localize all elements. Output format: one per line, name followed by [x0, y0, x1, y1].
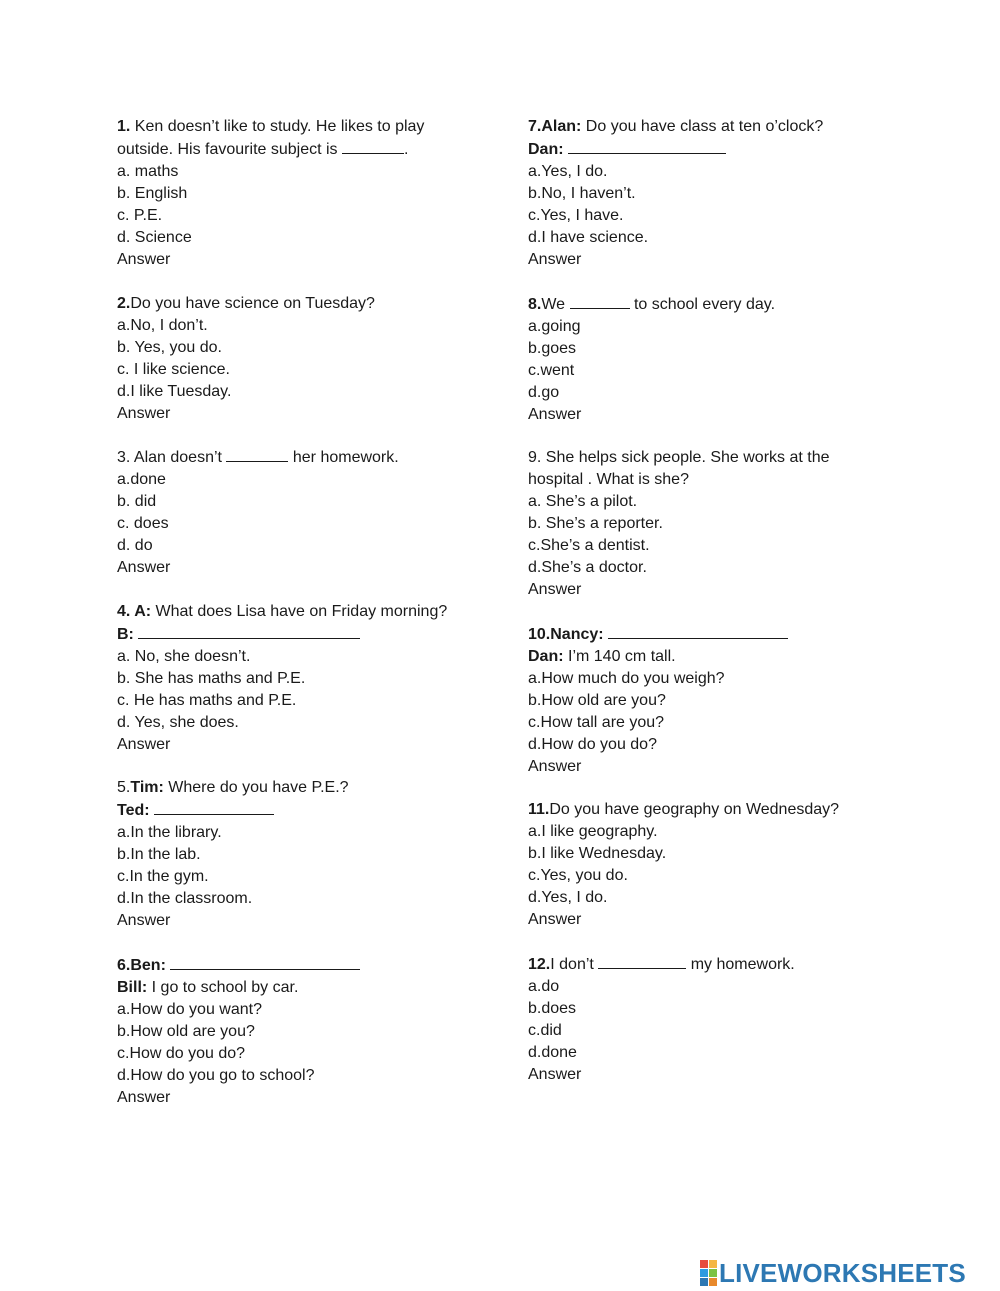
question-stem-line [117, 623, 487, 646]
answer-option[interactable]: a.I like geography. [528, 823, 658, 840]
answer-option[interactable]: c.In the gym. [117, 868, 209, 885]
answer-option[interactable]: a. maths [117, 163, 179, 180]
question-label: 11. [528, 801, 550, 818]
logo-square [700, 1278, 708, 1286]
answer-option[interactable]: d.How do you go to school? [117, 1066, 315, 1084]
answer-option[interactable]: c.How do you do? [117, 1044, 246, 1062]
answer-option[interactable]: c. I like science. [117, 360, 230, 378]
question-stem-line [117, 777, 487, 799]
question-label: 2. [117, 294, 131, 312]
answer-option[interactable]: c. does [117, 515, 169, 532]
answer-option[interactable]: b.does [528, 999, 577, 1017]
answer-field[interactable]: Answer [528, 911, 582, 928]
question-block [528, 799, 898, 931]
question-text: Do you have geography on Wednesday? [549, 801, 840, 818]
question-label: 1. [117, 118, 131, 135]
answer-option[interactable]: c. P.E. [117, 207, 163, 224]
answer-option[interactable]: a.Yes, I do. [528, 163, 608, 180]
answer-option[interactable]: a.In the library. [117, 824, 222, 841]
question-label: Bill: [117, 978, 148, 996]
answer-option[interactable]: c.went [528, 361, 575, 379]
answer-option[interactable]: d.go [528, 383, 560, 401]
question-block [117, 777, 487, 932]
answer-option[interactable]: c.Yes, I have. [528, 207, 624, 224]
question-stem-line [117, 116, 487, 138]
question-block [117, 954, 487, 1109]
answer-option[interactable]: d. Science [117, 229, 192, 246]
question-label: 6.Ben: [117, 956, 171, 974]
answer-option[interactable]: d.Yes, I do. [528, 889, 608, 906]
logo-square [709, 1260, 717, 1268]
question-text: 5. [117, 779, 131, 796]
answer-option[interactable]: b.How old are you? [117, 1022, 255, 1040]
question-label: 7.Alan: [528, 118, 582, 135]
question-text: Where do you have P.E.? [163, 779, 349, 796]
question-block [117, 446, 487, 579]
answer-option[interactable]: b. She has maths and P.E. [117, 669, 306, 687]
answer-option[interactable]: b. English [117, 185, 188, 202]
answer-option[interactable]: b. Yes, you do. [117, 338, 222, 356]
question-text: What does Lisa have on Friday morning? [151, 602, 448, 620]
question-label: 8. [528, 295, 542, 313]
answer-option[interactable]: b.I like Wednesday. [528, 845, 667, 862]
question-block [117, 293, 487, 425]
answer-blank[interactable] [570, 293, 630, 309]
answer-option[interactable]: c. He has maths and P.E. [117, 691, 297, 709]
answer-option[interactable]: a.No, I don’t. [117, 316, 208, 334]
question-label: Tim: [130, 779, 164, 796]
question-block [528, 293, 898, 426]
question-text: Do you have class at ten o’clock? [581, 118, 824, 135]
answer-option[interactable]: d.In the classroom. [117, 890, 253, 907]
logo-square [700, 1269, 708, 1277]
question-text: hospital . What is she? [528, 471, 689, 488]
liveworksheets-logo [700, 1258, 966, 1288]
logo-mark-icon [700, 1260, 717, 1286]
question-stem-line [528, 953, 898, 976]
answer-option[interactable]: c.did [528, 1021, 562, 1039]
question-block [117, 116, 487, 271]
answer-option[interactable]: b.In the lab. [117, 846, 201, 863]
answer-option[interactable]: a. She’s a pilot. [528, 493, 638, 510]
question-block [528, 116, 898, 271]
question-stem-line [528, 116, 898, 138]
logo-square [709, 1269, 717, 1277]
question-text: to school every day. [629, 295, 776, 313]
answer-option[interactable]: b.goes [528, 339, 577, 357]
answer-blank[interactable] [138, 623, 360, 639]
question-stem-line [528, 293, 898, 316]
answer-option[interactable]: d. do [117, 537, 153, 554]
answer-option[interactable]: b.How old are you? [528, 691, 666, 709]
answer-option[interactable]: b. She’s a reporter. [528, 515, 663, 532]
answer-option[interactable]: a.going [528, 317, 581, 335]
logo-square [709, 1278, 717, 1286]
answer-field[interactable]: Answer [117, 912, 171, 929]
question-text: Ken doesn’t like to study. He likes to play [130, 118, 425, 135]
answer-option[interactable]: a.How much do you weigh? [528, 669, 725, 687]
question-text: her homework. [288, 449, 399, 466]
question-label: Dan: [528, 647, 564, 665]
question-stem-line [117, 446, 487, 469]
answer-field[interactable]: Answer [528, 757, 582, 775]
left-question-column [117, 116, 487, 1130]
question-stem-line [117, 954, 487, 977]
question-text: . [404, 141, 409, 158]
question-stem-line [117, 977, 487, 999]
right-question-column [528, 116, 898, 1107]
question-text: We [541, 295, 570, 313]
question-text: Do you have science on Tuesday? [130, 294, 375, 312]
answer-option[interactable]: c.Yes, you do. [528, 867, 628, 884]
question-stem-line [117, 601, 487, 623]
answer-option[interactable]: d.I have science. [528, 229, 649, 246]
answer-option[interactable]: d.How do you do? [528, 735, 657, 753]
answer-blank[interactable] [154, 799, 274, 815]
answer-blank[interactable] [226, 446, 288, 462]
question-stem-line [117, 138, 487, 161]
answer-blank[interactable] [568, 138, 726, 154]
question-text: I don’t [550, 955, 599, 973]
answer-option[interactable]: d.done [528, 1043, 577, 1061]
answer-field[interactable]: Answer [528, 251, 582, 268]
question-block [117, 601, 487, 756]
answer-field[interactable]: Answer [117, 251, 171, 268]
question-text: outside. His favourite subject is [117, 141, 342, 158]
question-stem-line [117, 799, 487, 822]
question-block [528, 623, 898, 778]
question-label: 10.Nancy: [528, 625, 604, 643]
answer-field[interactable]: Answer [528, 1065, 582, 1083]
answer-option[interactable]: b. did [117, 493, 157, 510]
question-label: 12. [528, 955, 551, 973]
question-stem-line [528, 138, 898, 161]
answer-field[interactable]: Answer [117, 559, 171, 576]
answer-option[interactable]: a.done [117, 471, 166, 488]
question-stem-line [528, 799, 898, 821]
answer-option[interactable]: a.How do you want? [117, 1000, 262, 1018]
answer-option[interactable]: b.No, I haven’t. [528, 185, 636, 202]
question-label: B: [117, 625, 134, 643]
logo-text: LIVEWORKSHEETS [719, 1257, 966, 1288]
question-stem-line [117, 293, 487, 315]
question-block [528, 447, 898, 601]
question-label: Ted: [117, 802, 150, 819]
question-stem-line [528, 623, 898, 646]
question-stem-line [528, 447, 898, 469]
question-label: Dan: [528, 141, 568, 158]
answer-option[interactable]: a. No, she doesn’t. [117, 647, 251, 665]
question-block [528, 953, 898, 1086]
answer-field[interactable]: Answer [117, 735, 171, 753]
answer-blank[interactable] [598, 953, 686, 969]
question-text: 3. Alan doesn’t [117, 449, 227, 466]
answer-option[interactable]: c.How tall are you? [528, 713, 665, 731]
answer-field[interactable]: Answer [528, 405, 582, 423]
answer-blank[interactable] [342, 138, 404, 154]
answer-option[interactable]: d.She’s a doctor. [528, 559, 647, 576]
answer-field[interactable]: Answer [117, 404, 171, 422]
question-label: 4. A: [117, 602, 152, 620]
answer-option[interactable]: d. Yes, she does. [117, 713, 239, 731]
answer-field[interactable]: Answer [528, 581, 582, 598]
answer-option[interactable]: a.do [528, 977, 560, 995]
question-stem-line [528, 646, 898, 668]
answer-option[interactable]: c.She’s a dentist. [528, 537, 650, 554]
answer-field[interactable]: Answer [117, 1088, 171, 1106]
logo-square [700, 1260, 708, 1268]
answer-blank[interactable] [170, 954, 360, 970]
question-stem-line [528, 469, 898, 491]
question-text: 9. She helps sick people. She works at the [528, 449, 830, 466]
answer-option[interactable]: d.I like Tuesday. [117, 382, 232, 400]
question-text: I’m 140 cm tall. [563, 647, 676, 665]
answer-blank[interactable] [608, 623, 788, 639]
question-text: I go to school by car. [147, 978, 299, 996]
question-text: my homework. [686, 955, 795, 973]
